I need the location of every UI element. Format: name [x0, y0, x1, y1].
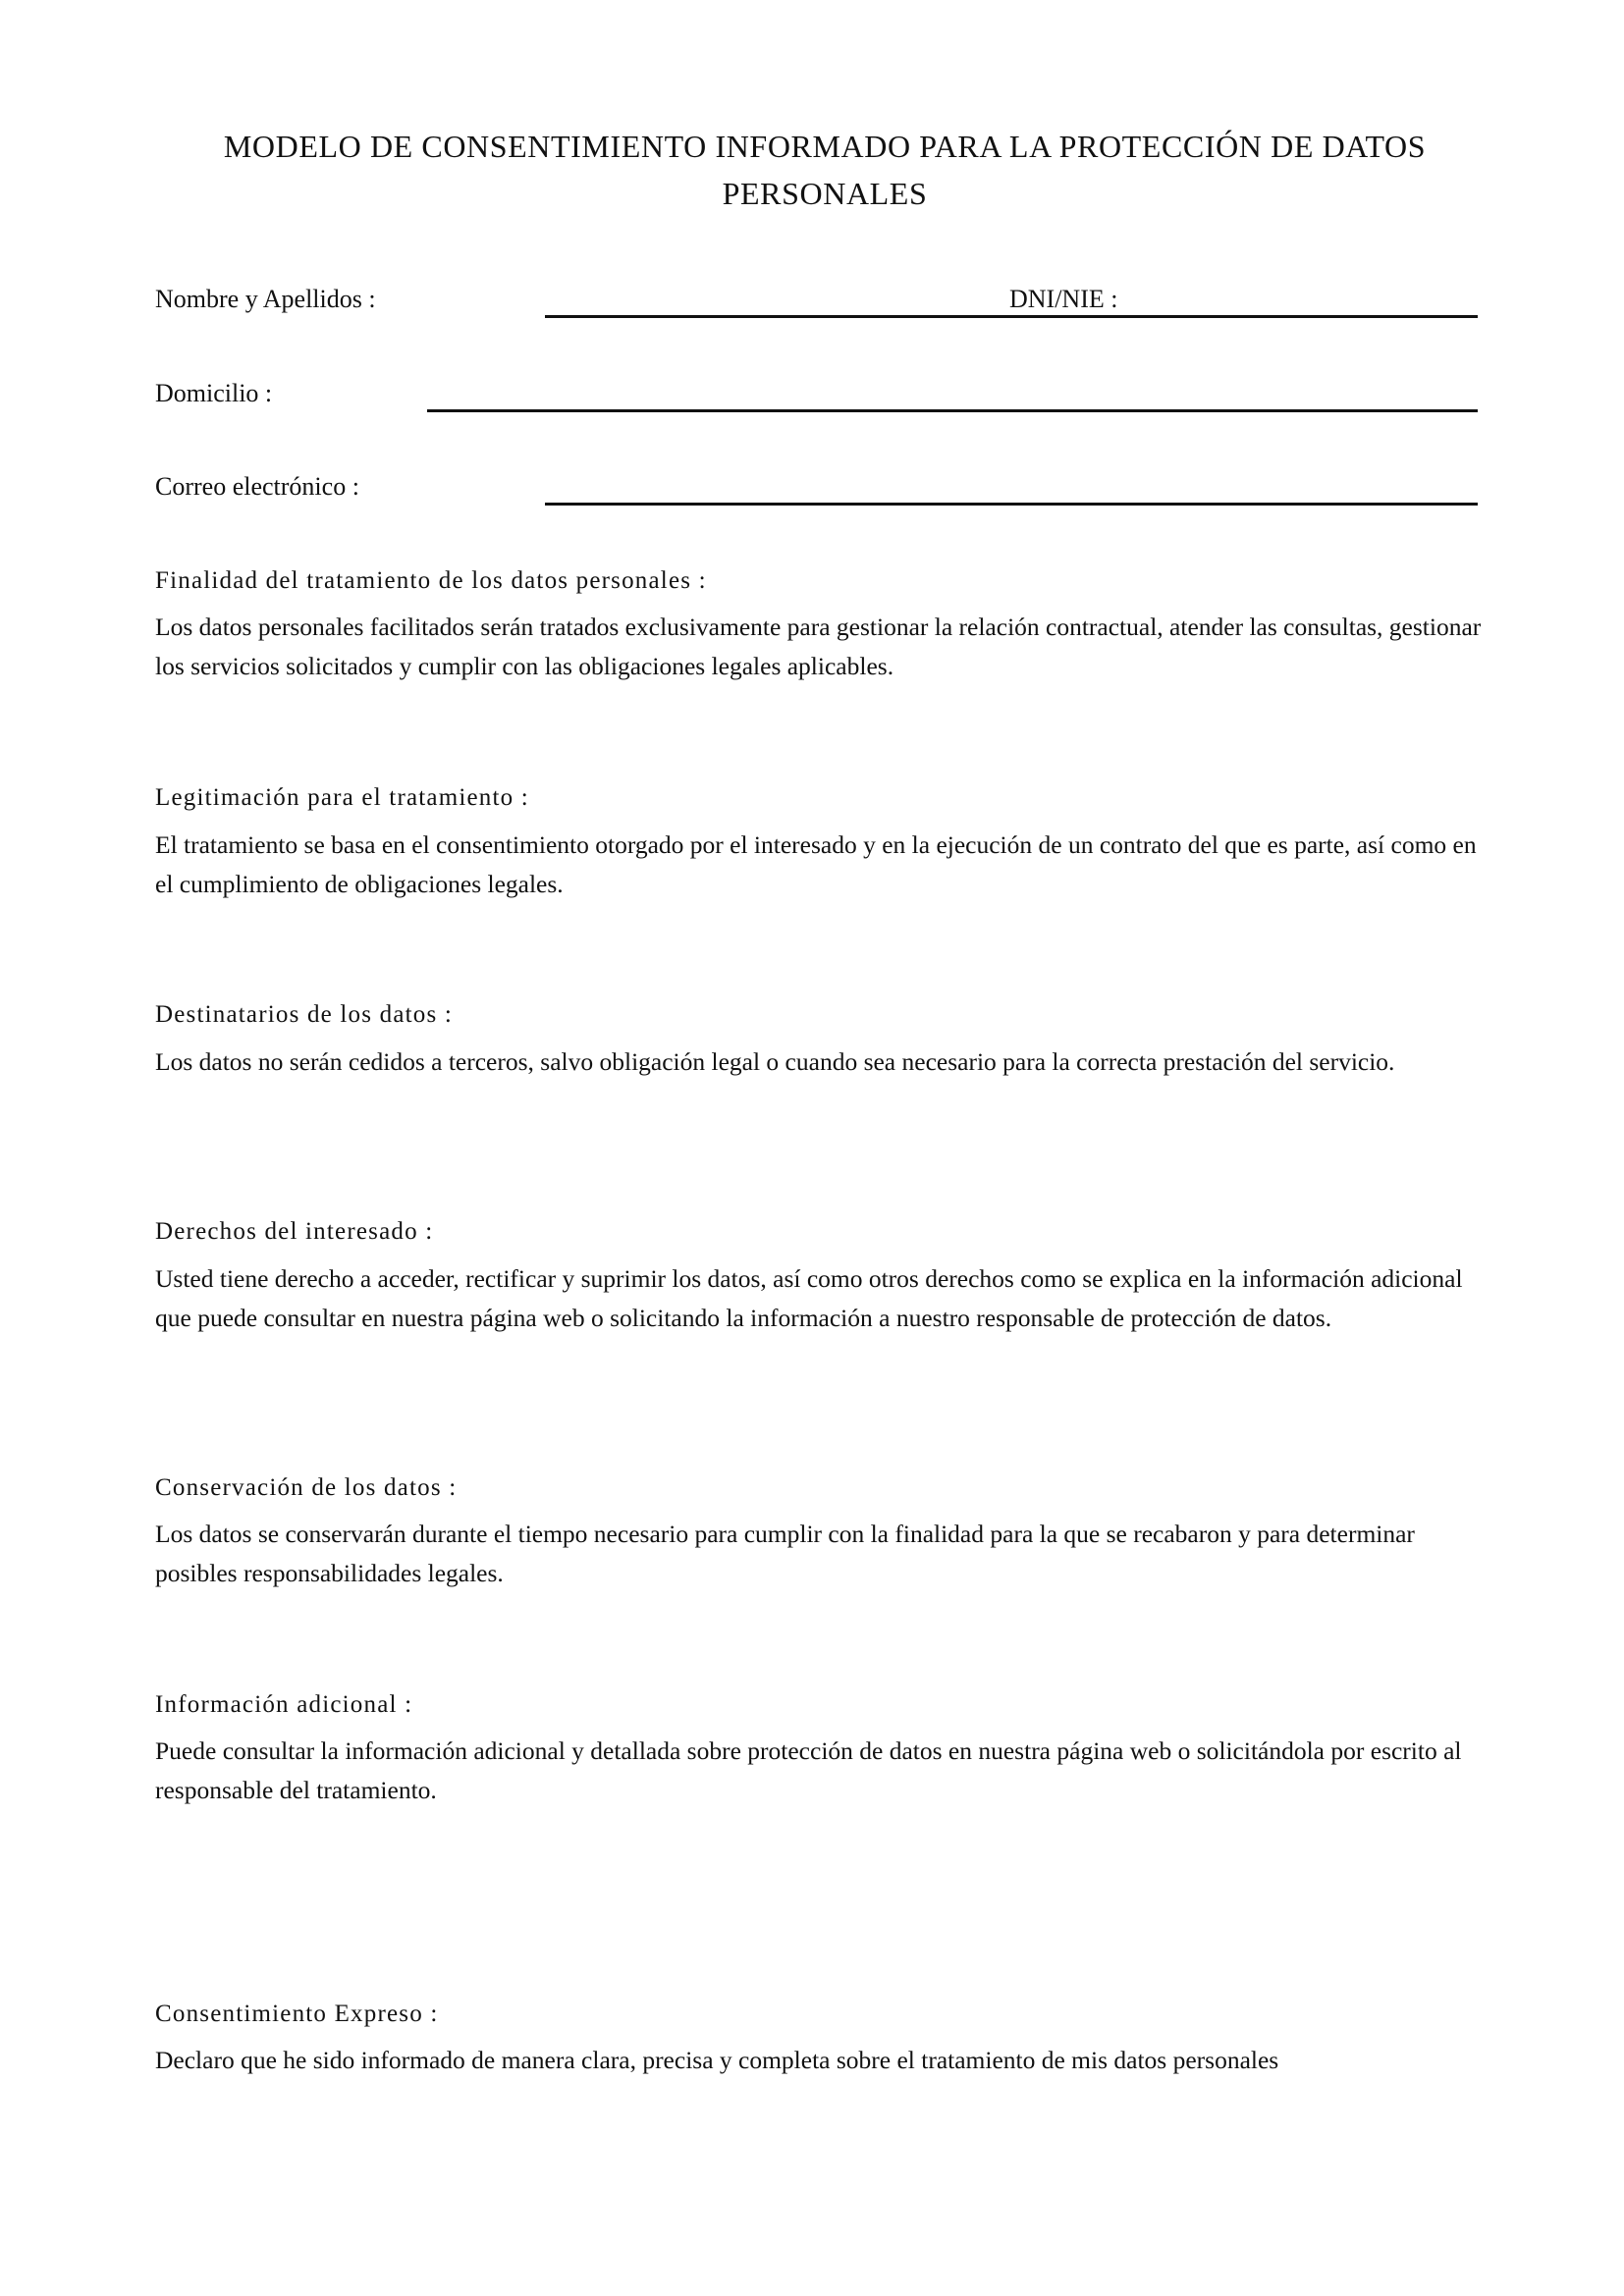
section-body-legitimacion: El tratamiento se basa en el consentimiento otorgado por el interesado y en la ejecución de un contrato del que es parte, así como en el cumplimiento de obligaciones legales. [155, 830, 1477, 898]
section-body-finalidad: Los datos personales facilitados serán tratados exclusivamente para gestionar la relación contractual, atender las consultas, gestionar los servicios solicitados y cumplir con las obligaciones legales aplicables. [155, 613, 1482, 680]
address-field-label: Domicilio : [155, 379, 273, 407]
section-body-destinatarios: Los datos no serán cedidos a terceros, salvo obligación legal o cuando sea necesario para la correcta prestación del servicio. [155, 1047, 1395, 1076]
page-title: MODELO DE CONSENTIMIENTO INFORMADO PARA LA PROTECCIÓN DE DATOS PERSONALES [223, 129, 1427, 211]
email-field-line[interactable] [545, 503, 1478, 506]
section-body-consentimiento-expreso: Declaro que he sido informado de manera clara, precisa y completa sobre el tratamiento de mis datos personales [155, 2046, 1279, 2074]
section-heading-derechos: Derechos del interesado : [155, 1218, 434, 1245]
section-body-conservacion: Los datos se conservarán durante el tiempo necesario para cumplir con la finalidad para la que se recabaron y para determinar posibles responsabilidades legales. [155, 1520, 1415, 1587]
address-field-line[interactable] [427, 409, 1478, 412]
section-heading-legitimacion: Legitimación para el tratamiento : [155, 784, 529, 811]
section-heading-consentimiento-expreso: Consentimiento Expreso : [155, 2001, 439, 2027]
section-heading-finalidad: Finalidad del tratamiento de los datos personales : [155, 567, 707, 594]
section-heading-destinatarios: Destinatarios de los datos : [155, 1001, 453, 1028]
dni-field-label: DNI/NIE : [1009, 285, 1118, 313]
section-heading-informacion-adicional: Información adicional : [155, 1691, 413, 1718]
section-body-informacion-adicional: Puede consultar la información adicional y detallada sobre protección de datos en nuestra página web o solicitándola por escrito al responsable del tratamiento. [155, 1736, 1462, 1804]
section-body-derechos: Usted tiene derecho a acceder, rectificar y suprimir los datos, así como otros derechos como se explica en la información adicional que puede consultar en nuestra página web o solicitando la información a nuestro responsable de protección de datos. [155, 1264, 1463, 1332]
section-heading-conservacion: Conservación de los datos : [155, 1474, 458, 1501]
name-field-line[interactable] [545, 315, 1478, 318]
email-field-label: Correo electrónico : [155, 472, 359, 501]
name-field-label: Nombre y Apellidos : [155, 285, 376, 313]
